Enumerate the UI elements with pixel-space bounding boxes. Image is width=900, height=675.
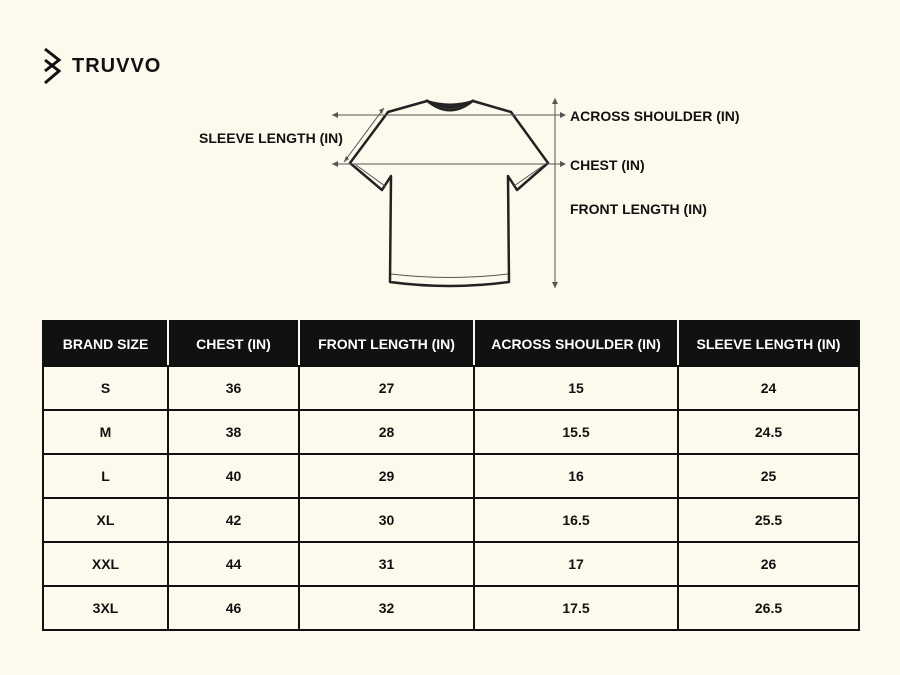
cell-across-shoulder: 16.5 [474,498,678,542]
cell-sleeve-length: 24.5 [678,410,859,454]
cell-chest: 36 [168,366,299,410]
table-row [43,542,859,586]
cell-front-length: 28 [299,410,474,454]
cell-sleeve-length: 24 [678,366,859,410]
table-row [43,498,859,542]
front-length-label: FRONT LENGTH (IN) [570,201,707,217]
cell-size: S [43,366,168,410]
cell-sleeve-length: 25 [678,454,859,498]
cell-chest: 46 [168,586,299,630]
cell-across-shoulder: 15.5 [474,410,678,454]
header-chest: CHEST (IN) [168,321,299,366]
cell-across-shoulder: 16 [474,454,678,498]
cell-size: XL [43,498,168,542]
sleeve-length-label: SLEEVE LENGTH (IN) [199,130,343,146]
brand-name: TRUVVO [72,54,162,77]
cell-chest: 44 [168,542,299,586]
cell-size: XXL [43,542,168,586]
table-header-row [43,321,859,366]
cell-front-length: 30 [299,498,474,542]
cell-front-length: 27 [299,366,474,410]
cell-across-shoulder: 15 [474,366,678,410]
cell-chest: 42 [168,498,299,542]
header-across-shoulder: ACROSS SHOULDER (IN) [474,321,678,366]
table-row [43,454,859,498]
tshirt-outline [350,101,548,286]
cell-sleeve-length: 25.5 [678,498,859,542]
cell-size: L [43,454,168,498]
cell-front-length: 32 [299,586,474,630]
table-row [43,366,859,410]
header-sleeve-length: SLEEVE LENGTH (IN) [678,321,859,366]
cell-size: 3XL [43,586,168,630]
cell-across-shoulder: 17.5 [474,586,678,630]
tshirt-illustration [0,0,900,300]
cell-chest: 40 [168,454,299,498]
cell-across-shoulder: 17 [474,542,678,586]
header-brand-size: BRAND SIZE [43,321,168,366]
cell-size: M [43,410,168,454]
size-chart-table [42,320,860,631]
cell-front-length: 31 [299,542,474,586]
cell-sleeve-length: 26 [678,542,859,586]
header-front-length: FRONT LENGTH (IN) [299,321,474,366]
chest-label: CHEST (IN) [570,157,645,173]
cell-chest: 38 [168,410,299,454]
table-row [43,410,859,454]
cell-front-length: 29 [299,454,474,498]
cell-sleeve-length: 26.5 [678,586,859,630]
tshirt-measurement-diagram [0,0,900,300]
table-row [43,586,859,630]
across-shoulder-label: ACROSS SHOULDER (IN) [570,108,740,124]
